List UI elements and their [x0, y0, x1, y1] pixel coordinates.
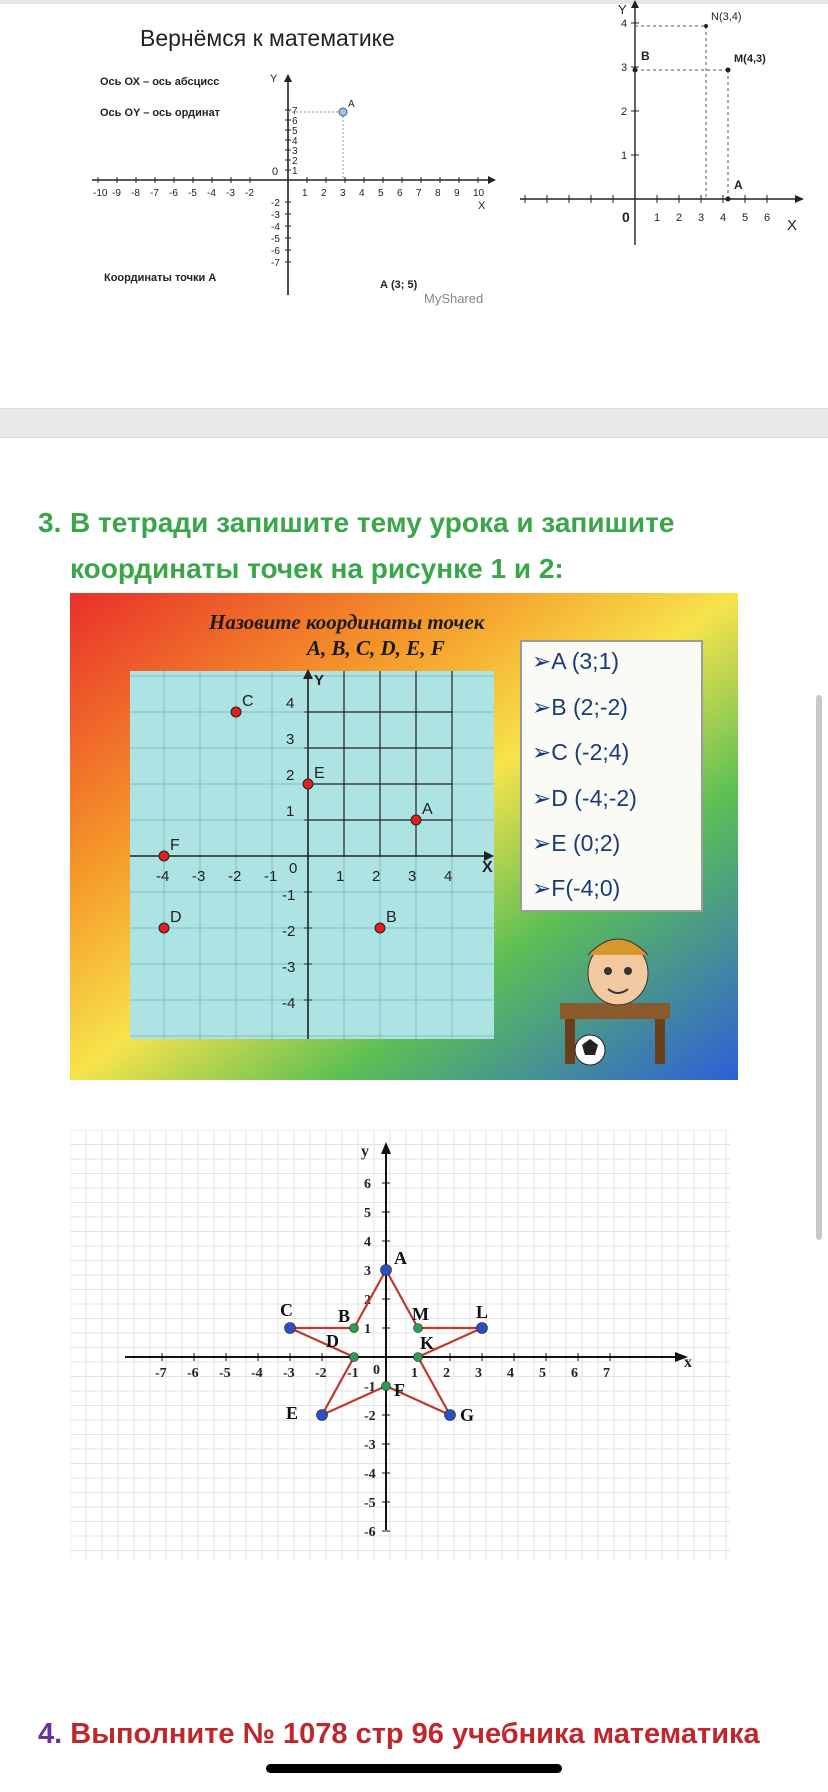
- axis-x-label-2: X: [787, 217, 798, 234]
- point-c-label: C: [242, 693, 254, 710]
- y-tick-label: -5: [364, 1496, 376, 1511]
- x-tick-label: -2: [315, 1366, 327, 1381]
- x-tick-label: -5: [188, 188, 197, 199]
- y-tick-label: 2: [292, 156, 298, 167]
- origin-label-2: 0: [622, 209, 630, 225]
- x-tick-label: 1: [654, 212, 661, 224]
- x-tick-label: -1: [264, 868, 278, 885]
- point-e-marker: [317, 1410, 328, 1421]
- y-tick-label: 4: [286, 695, 295, 712]
- scrollbar[interactable]: [816, 695, 822, 1240]
- x-tick-label: -3: [226, 188, 235, 199]
- point-c-marker: [231, 707, 241, 717]
- x-tick-label: -5: [219, 1366, 231, 1381]
- point-l-label: L: [476, 1302, 489, 1322]
- point-m-label: M: [412, 1304, 429, 1324]
- point-f-marker: [382, 1382, 391, 1391]
- x-tick-label: 1: [336, 868, 345, 885]
- watermark: MyShared: [424, 291, 484, 306]
- point-d-marker: [350, 1353, 359, 1362]
- answer-label: А (3; 5): [380, 279, 418, 291]
- x-tick-label: -10: [93, 188, 108, 199]
- y-tick-label: 1: [621, 150, 628, 162]
- x-tick-label: 5: [378, 188, 384, 199]
- y-tick-label: 2: [364, 1293, 371, 1308]
- y-tick-label: 1: [286, 803, 295, 820]
- y-tick-labels: [271, 106, 298, 269]
- y-tick-label: -3: [271, 210, 280, 221]
- x-tick-label: 3: [408, 868, 417, 885]
- point-a-label: A: [394, 1248, 407, 1268]
- point-n-marker: [704, 24, 708, 28]
- point-d-label: D: [170, 909, 182, 926]
- y-tick-label: 4: [621, 18, 628, 30]
- y-tick-label: -3: [364, 1438, 376, 1453]
- section-divider: [0, 408, 828, 438]
- y-tick-label: 3: [621, 62, 628, 74]
- point-m-marker: [414, 1324, 423, 1333]
- y-tick-label: -6: [271, 246, 280, 257]
- x-tick-label: 5: [539, 1366, 546, 1381]
- point-k-label: K: [420, 1333, 435, 1353]
- x-tick-label: 4: [720, 212, 727, 224]
- point-b-label: B: [338, 1306, 351, 1326]
- origin-label: 0: [373, 1363, 380, 1378]
- point-f-label: F: [170, 837, 180, 854]
- point-a2-marker: [726, 197, 731, 202]
- x-tick-label: 2: [372, 868, 381, 885]
- y-tick-label: -1: [282, 887, 296, 904]
- point-b-marker: [375, 923, 385, 933]
- point-a-label: A: [348, 99, 355, 110]
- task-4-number: 4.: [38, 1718, 63, 1750]
- point-b-label: B: [386, 909, 397, 926]
- point-f-label: F: [394, 1380, 405, 1400]
- x-tick-label: 6: [764, 212, 771, 224]
- point-l-marker: [477, 1323, 488, 1334]
- x-tick-label: 10: [473, 188, 485, 199]
- x-tick-label: 3: [475, 1366, 482, 1381]
- x-tick-label: -4: [207, 188, 216, 199]
- axis-y-label: y: [361, 1143, 369, 1160]
- x-tick-label: 4: [507, 1366, 514, 1381]
- figure-1-title-2: А, В, С, D, Е, F: [307, 636, 445, 660]
- axis-x-label: X: [482, 859, 493, 876]
- point-a2-label: A: [734, 178, 743, 192]
- x-tick-label: 7: [603, 1366, 610, 1381]
- y-tick-label: -6: [364, 1525, 376, 1540]
- x-tick-label: 3: [698, 212, 705, 224]
- y-tick-label: -1: [364, 1380, 376, 1395]
- y-tick-label: 1: [292, 166, 298, 177]
- label-oy: Ось ОY – ось ординат: [100, 107, 220, 119]
- x-tick-label: 4: [359, 188, 365, 199]
- x-tick-label: 5: [742, 212, 749, 224]
- axis-y-label-2: Y: [618, 2, 627, 17]
- task-4-text: Выполните № 1078 стр 96 учебника математика: [70, 1718, 760, 1750]
- x-tick-label: 3: [340, 188, 346, 199]
- y-tick-label: 5: [292, 126, 298, 137]
- x-tick-label: -8: [131, 188, 140, 199]
- task-3-number: 3.: [38, 507, 62, 538]
- x-tick-label: 2: [676, 212, 683, 224]
- point-g-marker: [445, 1410, 456, 1421]
- point-m-marker: [726, 68, 731, 73]
- point-g-label: G: [460, 1405, 475, 1425]
- x-tick-label: 6: [571, 1366, 578, 1381]
- x-tick-label: -6: [187, 1366, 199, 1381]
- y-tick-label: -4: [271, 222, 280, 233]
- point-a-marker: [381, 1265, 392, 1276]
- x-tick-label: 9: [454, 188, 460, 199]
- label-ox: Ось ОХ – ось абсцисс: [100, 76, 220, 88]
- answer-f: ➢F(-4;0): [532, 875, 621, 901]
- x-tick-label: -7: [150, 188, 159, 199]
- x-tick-label: -1: [347, 1366, 359, 1381]
- x-tick-label: 1: [411, 1366, 418, 1381]
- point-e-marker: [303, 779, 313, 789]
- y-tick-label: 2: [286, 767, 295, 784]
- y-tick-label: -3: [282, 959, 296, 976]
- point-b-label: B: [641, 49, 650, 63]
- task-3-line-1: В тетради запишите тему урока и запишите: [70, 507, 675, 538]
- x-tick-label: -2: [245, 188, 254, 199]
- y-tick-label: -7: [271, 258, 280, 269]
- x-tick-label: -3: [283, 1366, 295, 1381]
- y-tick-label: 3: [286, 731, 295, 748]
- x-tick-label: 7: [416, 188, 422, 199]
- answer-c: ➢C (-2;4): [532, 739, 630, 765]
- x-tick-label: 1: [302, 188, 308, 199]
- y-tick-label: 4: [364, 1235, 371, 1250]
- x-tick-label: 4: [444, 868, 453, 885]
- point-d-label: D: [326, 1331, 339, 1351]
- y-tick-label: -5: [271, 234, 280, 245]
- axis-y-label: Y: [314, 672, 325, 689]
- slide-title: Вернёмся к математике: [140, 25, 395, 51]
- figure-2-grid: [70, 1130, 730, 1560]
- y-tick-label: -2: [282, 923, 296, 940]
- point-f-marker: [159, 851, 169, 861]
- point-d-marker: [159, 923, 169, 933]
- point-k-marker: [414, 1353, 423, 1362]
- x-tick-label: 6: [397, 188, 403, 199]
- x-tick-label: 2: [321, 188, 327, 199]
- figure-2-star: [70, 1130, 730, 1560]
- x-tick-label: 2: [443, 1366, 450, 1381]
- y-tick-label: -4: [282, 995, 296, 1012]
- point-b-marker: [350, 1324, 359, 1333]
- y-tick-label: 6: [364, 1177, 371, 1192]
- figure-1-title-1: Назовите координаты точек: [209, 610, 485, 634]
- slide-points-nm: [510, 0, 828, 270]
- point-n-label: N(3,4): [711, 11, 742, 23]
- task-3-line-2: координаты точек на рисунке 1 и 2:: [70, 553, 564, 584]
- y-tick-label: -2: [271, 198, 280, 209]
- y-tick-label: 3: [292, 146, 298, 157]
- y-tick-label: -4: [364, 1467, 376, 1482]
- y-tick-label: 5: [364, 1206, 371, 1221]
- point-a-label: A: [422, 801, 433, 818]
- origin-label: 0: [272, 166, 279, 178]
- point-a-marker: [339, 108, 347, 116]
- x-tick-label: -4: [156, 868, 170, 885]
- axis-x-label: x: [684, 1354, 692, 1371]
- y-tick-label: 7: [292, 106, 298, 117]
- x-tick-label: -7: [155, 1366, 167, 1381]
- x-tick-label: -3: [192, 868, 206, 885]
- point-c-marker: [285, 1323, 296, 1334]
- y-tick-label: 3: [364, 1264, 371, 1279]
- point-e-label: E: [286, 1403, 299, 1423]
- axis-y-label: Y: [270, 73, 278, 85]
- x-tick-label: 8: [435, 188, 441, 199]
- y-tick-label: 1: [364, 1322, 371, 1337]
- answer-d: ➢D (-4;-2): [532, 785, 637, 811]
- slide-coordinate-axes: [90, 10, 510, 310]
- axis-x-label: X: [478, 200, 486, 212]
- home-indicator[interactable]: [266, 1764, 562, 1773]
- x-tick-label: -9: [112, 188, 121, 199]
- answers-box: [520, 640, 703, 912]
- point-b-marker: [633, 68, 638, 73]
- point-a-marker: [411, 815, 421, 825]
- y-tick-label: 6: [292, 116, 298, 127]
- answer-b: ➢B (2;-2): [532, 694, 628, 720]
- point-m-label: M(4,3): [734, 53, 766, 65]
- x-tick-label: -6: [169, 188, 178, 199]
- task-4-line: [38, 1718, 760, 1751]
- y-tick-label: 2: [621, 106, 628, 118]
- answer-e: ➢E (0;2): [532, 830, 621, 856]
- point-c-label: C: [280, 1300, 293, 1320]
- point-e-label: E: [314, 765, 325, 782]
- x-tick-label: -2: [228, 868, 242, 885]
- x-tick-label: -4: [251, 1366, 263, 1381]
- origin-label: 0: [289, 860, 298, 877]
- y-tick-label: 4: [292, 136, 298, 147]
- point-caption: Координаты точки А: [104, 272, 217, 284]
- answer-a: ➢A (3;1): [532, 648, 620, 674]
- y-tick-label: -2: [364, 1409, 376, 1424]
